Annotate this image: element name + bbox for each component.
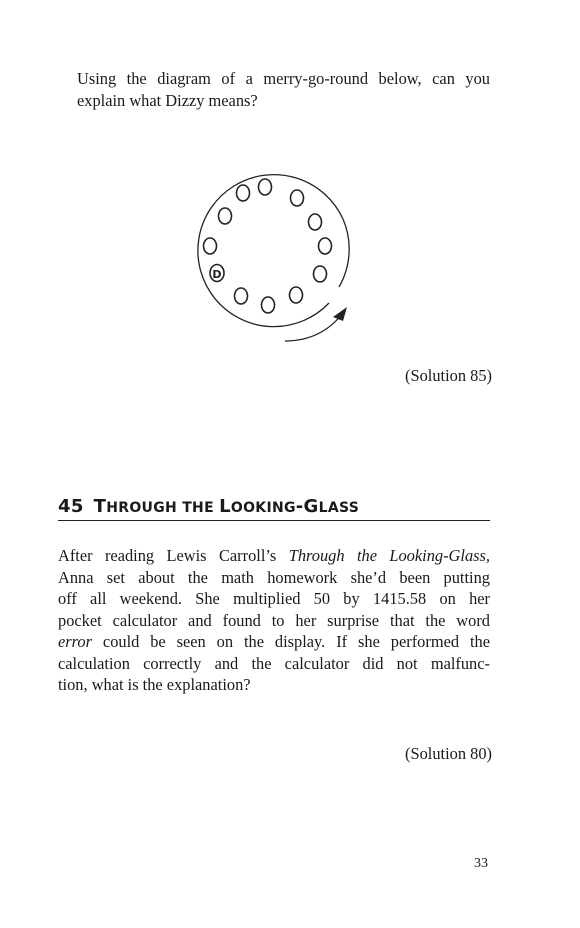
seat xyxy=(319,238,332,254)
page-number: 33 xyxy=(474,856,488,871)
puzzle-line-2: Anna set about the math homework she’d been putting xyxy=(58,567,490,587)
seat xyxy=(290,287,303,303)
section-title-part: OOKING xyxy=(230,500,296,516)
marked-seat-label: D xyxy=(212,268,222,281)
emphasized-word: error xyxy=(58,632,92,651)
seat xyxy=(204,238,217,254)
intro-line-1: Using the diagram of a merry-go-round below, can you xyxy=(77,69,490,88)
seat xyxy=(259,179,272,195)
puzzle-line-3: off all weekend. She multiplied 50 by 1415.58 on her xyxy=(58,589,490,608)
solution-reference-2: (Solution 80) xyxy=(405,744,492,763)
puzzle-line-4: pocket calculator and found to her surprise that the word xyxy=(58,610,490,630)
puzzle-line-1 xyxy=(58,545,490,567)
seat xyxy=(262,297,275,313)
section-title-part: L xyxy=(219,496,231,517)
rotation-arrowhead xyxy=(333,307,347,321)
seat xyxy=(309,214,322,230)
solution-reference-1: (Solution 85) xyxy=(405,366,492,385)
seat xyxy=(219,208,232,224)
book-title: Through the Looking-Glass, xyxy=(288,546,490,565)
puzzle-paragraph xyxy=(58,545,490,696)
section-title-part: -G xyxy=(295,496,319,517)
section-title-part: LASS xyxy=(318,500,360,516)
seat xyxy=(314,266,327,282)
merry-go-round-diagram xyxy=(185,165,365,355)
puzzle-line-5 xyxy=(58,631,490,653)
section-number: 45 xyxy=(58,496,84,517)
section-title-part: T xyxy=(93,496,107,517)
merry-go-round-boundary-right xyxy=(339,219,349,287)
intro-paragraph xyxy=(58,68,490,111)
intro-line-2: explain what Dizzy means? xyxy=(77,90,258,110)
puzzle-text: could be seen on the display. If she performed the xyxy=(92,632,490,651)
puzzle-text: After reading Lewis Carroll’s xyxy=(58,546,289,565)
section-rule xyxy=(58,520,490,521)
section-title-part: HROUGH THE xyxy=(106,500,220,516)
seat xyxy=(235,288,248,304)
seat xyxy=(237,185,250,201)
puzzle-line-6: calculation correctly and the calculator did not malfunc- xyxy=(58,653,490,673)
section-heading xyxy=(58,496,490,517)
seat xyxy=(291,190,304,206)
puzzle-line-7: tion, what is the explanation? xyxy=(58,675,251,694)
